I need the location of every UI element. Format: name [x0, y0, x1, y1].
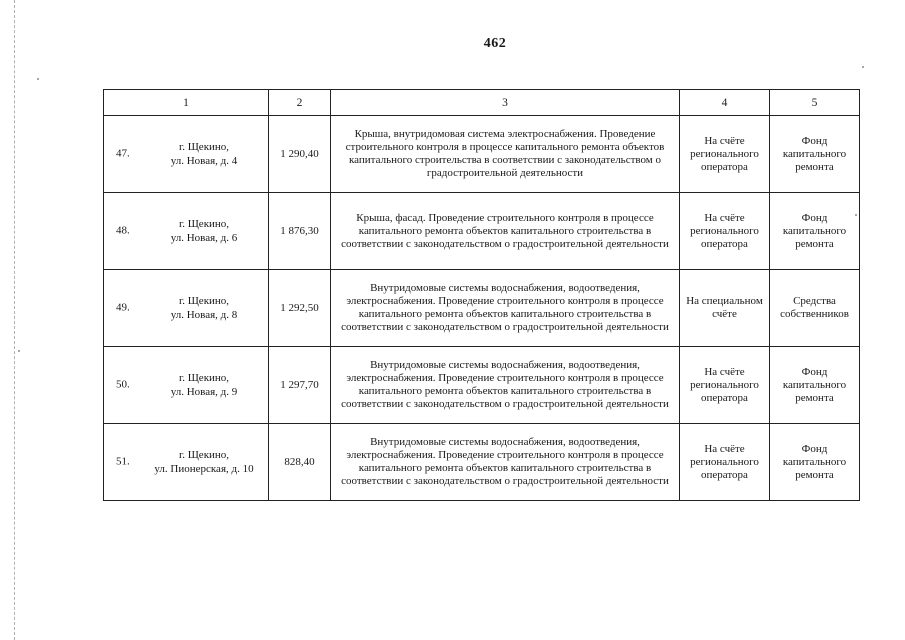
- account-cell: На счёте регионального оператора: [680, 424, 770, 501]
- address-street: ул. Новая, д. 9: [170, 386, 238, 398]
- funding-source-cell: Фонд капитального ремонта: [770, 347, 860, 424]
- address-city: г. Щекино,: [178, 449, 230, 461]
- account-cell: На счёте регионального оператора: [680, 116, 770, 193]
- scan-speck: [18, 350, 20, 352]
- row-number: 49.: [116, 301, 130, 314]
- header-col-2: 2: [269, 90, 331, 116]
- funding-source-cell: Средства собственников: [770, 270, 860, 347]
- area-cell: 1 297,70: [269, 347, 331, 424]
- address-city: г. Щекино,: [178, 141, 230, 153]
- header-col-4: 4: [680, 90, 770, 116]
- area-cell: 828,40: [269, 424, 331, 501]
- work-description-cell: Внутридомовые системы водоснабжения, водоотведения, электроснабжения. Проведение строительного контроля в процессе капитального ремонта объектов капитального строительства в соответствии с законодательством о градостроительной деятельности: [331, 270, 680, 347]
- address-street: ул. Новая, д. 4: [170, 155, 238, 167]
- table-row: [104, 270, 860, 347]
- address-cell: [104, 116, 269, 193]
- row-number: 51.: [116, 455, 130, 468]
- funding-source-cell: Фонд капитального ремонта: [770, 116, 860, 193]
- address-street: ул. Новая, д. 6: [170, 232, 238, 244]
- address-cell: [104, 424, 269, 501]
- address-street: ул. Пионерская, д. 10: [154, 463, 254, 475]
- table-header-row: [104, 90, 860, 116]
- row-number: 48.: [116, 224, 130, 237]
- header-col-3: 3: [331, 90, 680, 116]
- table-row: [104, 347, 860, 424]
- address-city: г. Щекино,: [178, 218, 230, 230]
- scan-speck: [37, 78, 39, 80]
- address-city: г. Щекино,: [178, 372, 230, 384]
- funding-source-cell: Фонд капитального ремонта: [770, 193, 860, 270]
- work-description-cell: Внутридомовые системы водоснабжения, водоотведения, электроснабжения. Проведение строительного контроля в процессе капитального ремонта объектов капитального строительства в соответствии с законодательством о градостроительной деятельности: [331, 424, 680, 501]
- address-city: г. Щекино,: [178, 295, 230, 307]
- account-cell: На специальном счёте: [680, 270, 770, 347]
- area-cell: 1 876,30: [269, 193, 331, 270]
- header-col-1: 1: [104, 90, 269, 116]
- work-description-cell: Крыша, фасад. Проведение строительного контроля в процессе капитального ремонта объектов капитального строительства в соответствии с законодательством о градостроительной деятельности: [331, 193, 680, 270]
- work-description-cell: Крыша, внутридомовая система электроснабжения. Проведение строительного контроля в процессе капитального ремонта объектов капитального строительства в соответствии с законодательством о градостроительной деятельности: [331, 116, 680, 193]
- scan-speck: [862, 66, 864, 68]
- scan-margin-line: [14, 0, 15, 640]
- area-cell: 1 290,40: [269, 116, 331, 193]
- account-cell: На счёте регионального оператора: [680, 193, 770, 270]
- funding-source-cell: Фонд капитального ремонта: [770, 424, 860, 501]
- address-cell: [104, 347, 269, 424]
- table-row: [104, 424, 860, 501]
- table-row: [104, 193, 860, 270]
- page-number: 462: [483, 36, 507, 51]
- work-description-cell: Внутридомовые системы водоснабжения, водоотведения, электроснабжения. Проведение строительного контроля в процессе капитального ремонта объектов капитального строительства в соответствии с законодательством о градостроительной деятельности: [331, 347, 680, 424]
- area-cell: 1 292,50: [269, 270, 331, 347]
- address-street: ул. Новая, д. 8: [170, 309, 238, 321]
- row-number: 47.: [116, 147, 130, 160]
- table-row: [104, 116, 860, 193]
- address-cell: [104, 193, 269, 270]
- address-cell: [104, 270, 269, 347]
- header-col-5: 5: [770, 90, 860, 116]
- account-cell: На счёте регионального оператора: [680, 347, 770, 424]
- row-number: 50.: [116, 378, 130, 391]
- repair-program-table: [103, 89, 860, 501]
